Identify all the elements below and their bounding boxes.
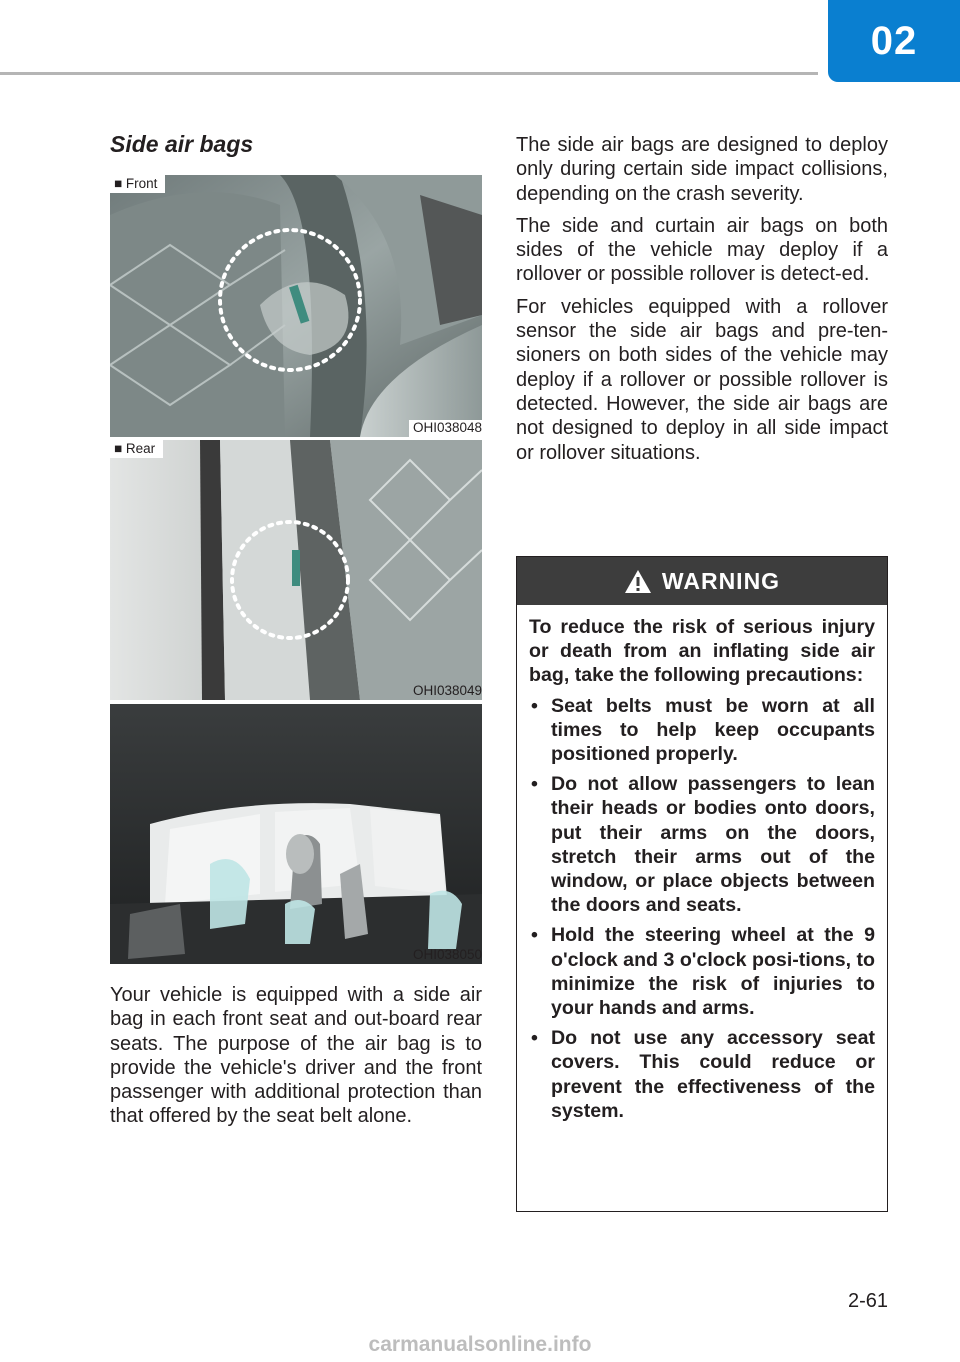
chapter-number: 02 [870, 18, 918, 63]
rear-seat-image [110, 440, 482, 700]
page-number: 2-61 [847, 1290, 888, 1312]
warning-intro: To reduce the risk of serious injury or death from an inflating side air bag, take the following precautions: [529, 616, 875, 687]
right-body-text [516, 133, 888, 473]
figure-rear-code: OHI038049 [412, 683, 482, 698]
front-seat-image [110, 175, 482, 437]
warning-triangle-icon [624, 569, 652, 594]
right-paragraph-1: The side air bags are designed to deploy only during certain side impact collisions, depending on the crash severity. [516, 134, 888, 205]
figure-rear-label: ■ Rear [110, 440, 163, 458]
figure-front-label: ■ Front [110, 175, 165, 193]
warning-body [517, 605, 887, 1123]
warning-item: • Do not allow passengers to lean their heads or bodies onto doors, put their arms on the doors, stretch their arms out of the window, or place objects between the doors and seats. [529, 772, 875, 917]
chapter-tab [828, 0, 960, 82]
warning-title: WARNING [661, 567, 781, 594]
warning-item: • Do not use any accessory seat covers. This could reduce or prevent the effectiveness of the system. [529, 1026, 875, 1123]
watermark: carmanualsonline.info [368, 1333, 592, 1356]
left-body-text [110, 983, 482, 1137]
right-paragraph-2: The side and curtain air bags on both sides of the vehicle may deploy if a rollover or possible rollover is detect-ed. [516, 214, 888, 286]
left-paragraph: Your vehicle is equipped with a side air bag in each front seat and out-board rear seats. The purpose of the air bag is to provide the vehicle's driver and the front passenger with additional protection than that offered by the seat belt alone. [110, 984, 482, 1128]
warning-item: • Seat belts must be worn at all times to help keep occupants positioned properly. [529, 694, 875, 767]
warning-box [516, 556, 888, 1212]
figure-rear-seat [110, 440, 482, 700]
section-title: Side air bags [110, 131, 254, 157]
figure-front-code: OHI038048 [409, 420, 482, 437]
figure-interior [110, 704, 482, 964]
warning-list [529, 694, 875, 1123]
warning-header [517, 557, 887, 605]
figure-front-seat [110, 175, 482, 437]
right-paragraph-3: For vehicles equipped with a rollover sensor the side air bags and pre-ten-sioners on both sides of the vehicle may deploy if a rollover or possible rollover is detected. However, the side air bags are not designed to deploy in all side impact or rollover situations. [516, 295, 888, 464]
figure-interior-code: OHI038050 [412, 947, 482, 962]
header-rule [0, 72, 818, 75]
interior-airbag-image [110, 704, 482, 964]
warning-item: • Hold the steering wheel at the 9 o'clock and 3 o'clock posi-tions, to minimize the risk of injuries to your hands and arms. [529, 923, 875, 1020]
